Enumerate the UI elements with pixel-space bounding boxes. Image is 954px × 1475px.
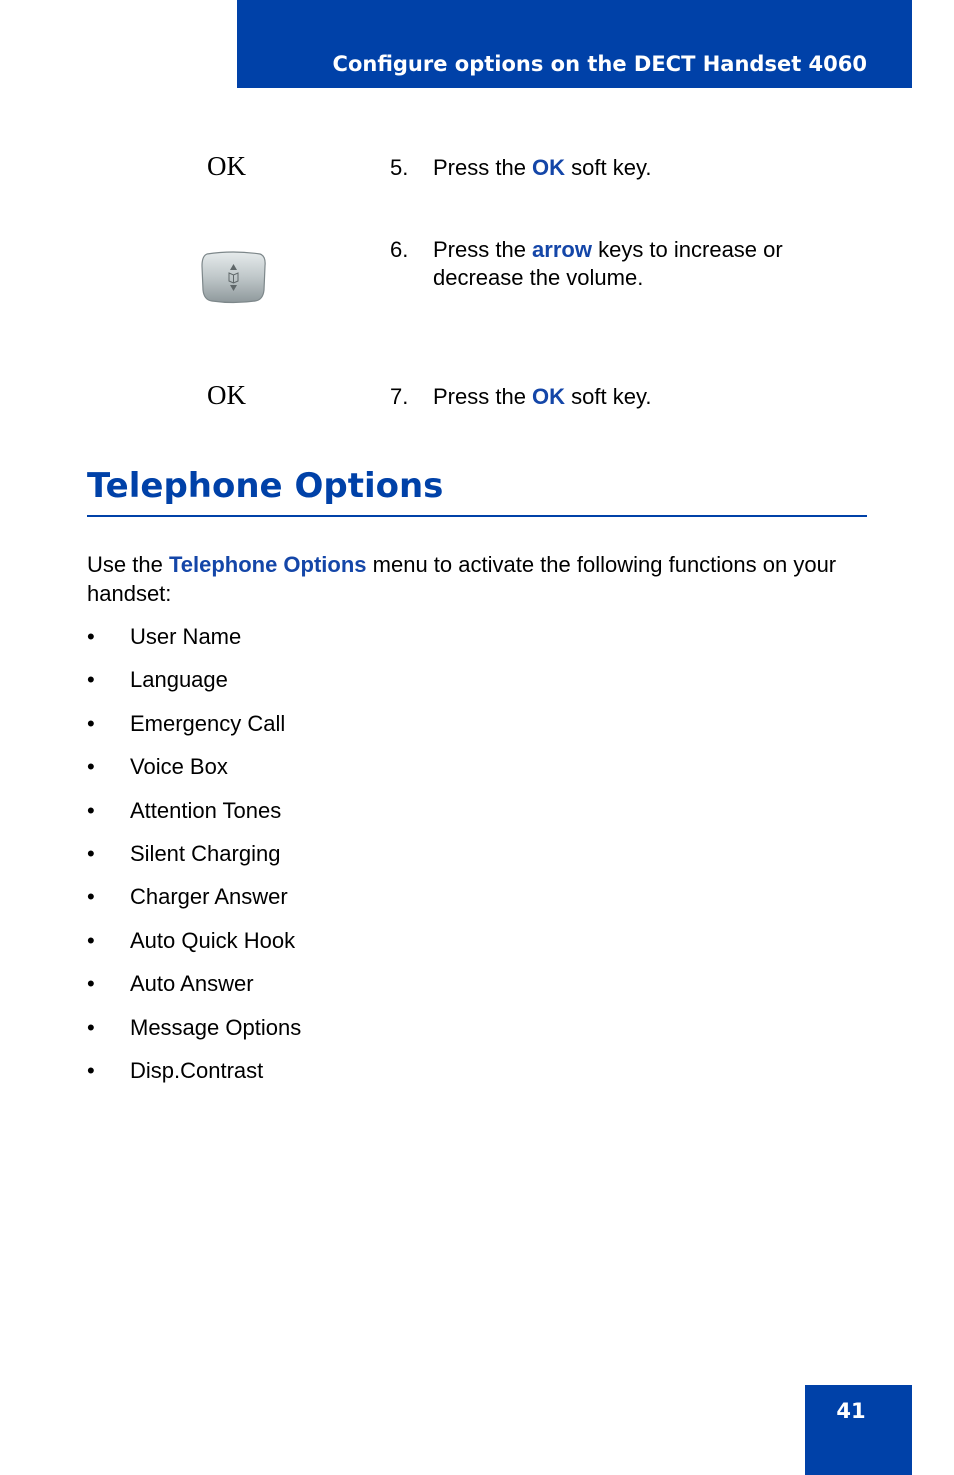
step-highlight: OK bbox=[532, 384, 566, 409]
step-number: 5. bbox=[390, 155, 409, 180]
list-item-label: Charger Answer bbox=[130, 884, 288, 910]
section-intro: Use the Telephone Options menu to activate the following functions on your handset: bbox=[87, 552, 837, 606]
intro-highlight: Telephone Options bbox=[168, 552, 367, 577]
bullet-symbol: • bbox=[87, 667, 95, 693]
bullet-symbol: • bbox=[87, 971, 95, 997]
list-item-label: Silent Charging bbox=[130, 840, 281, 866]
list-item-label: Attention Tones bbox=[130, 797, 282, 823]
list-item-label: Auto Answer bbox=[130, 971, 254, 997]
bullet-symbol: • bbox=[87, 797, 95, 823]
bullet-symbol: • bbox=[87, 624, 95, 649]
ok-key-label: OK bbox=[207, 151, 246, 181]
page-number: 41 bbox=[836, 1399, 866, 1423]
step-highlight: arrow bbox=[532, 237, 592, 262]
ok-key-label: OK bbox=[207, 380, 246, 410]
step-text: Press the OK soft key. bbox=[433, 155, 652, 180]
list-item-label: Emergency Call bbox=[130, 710, 286, 736]
list-item-label: Auto Quick Hook bbox=[130, 927, 296, 953]
page-number-box bbox=[805, 1385, 912, 1475]
list-item-label: User Name bbox=[130, 624, 242, 649]
list-item-label: Message Options bbox=[130, 1014, 302, 1040]
step-number: 7. bbox=[390, 384, 409, 409]
bullet-symbol: • bbox=[87, 1014, 95, 1040]
list-item-label: Language bbox=[130, 667, 228, 693]
bullet-symbol: • bbox=[87, 840, 95, 866]
navigation-arrow-key-icon bbox=[201, 250, 266, 304]
bullet-symbol: • bbox=[87, 884, 95, 910]
header-band bbox=[237, 0, 912, 88]
bullet-symbol: • bbox=[87, 1057, 95, 1083]
step-text: Press the OK soft key. bbox=[433, 384, 652, 409]
list-item-label: Voice Box bbox=[130, 754, 228, 780]
section-title: Telephone Options bbox=[87, 466, 444, 506]
step-text: Press the arrow keys to increase or decrease the volume. bbox=[433, 237, 783, 290]
step-highlight: OK bbox=[532, 155, 566, 180]
step-number: 6. bbox=[390, 237, 409, 262]
header-title: Configure options on the DECT Handset 4060 bbox=[332, 52, 867, 76]
section-divider bbox=[87, 515, 867, 517]
bullet-symbol: • bbox=[87, 710, 95, 736]
bullet-symbol: • bbox=[87, 927, 95, 953]
bullet-symbol: • bbox=[87, 754, 95, 780]
list-item-label: Disp.Contrast bbox=[130, 1057, 264, 1083]
